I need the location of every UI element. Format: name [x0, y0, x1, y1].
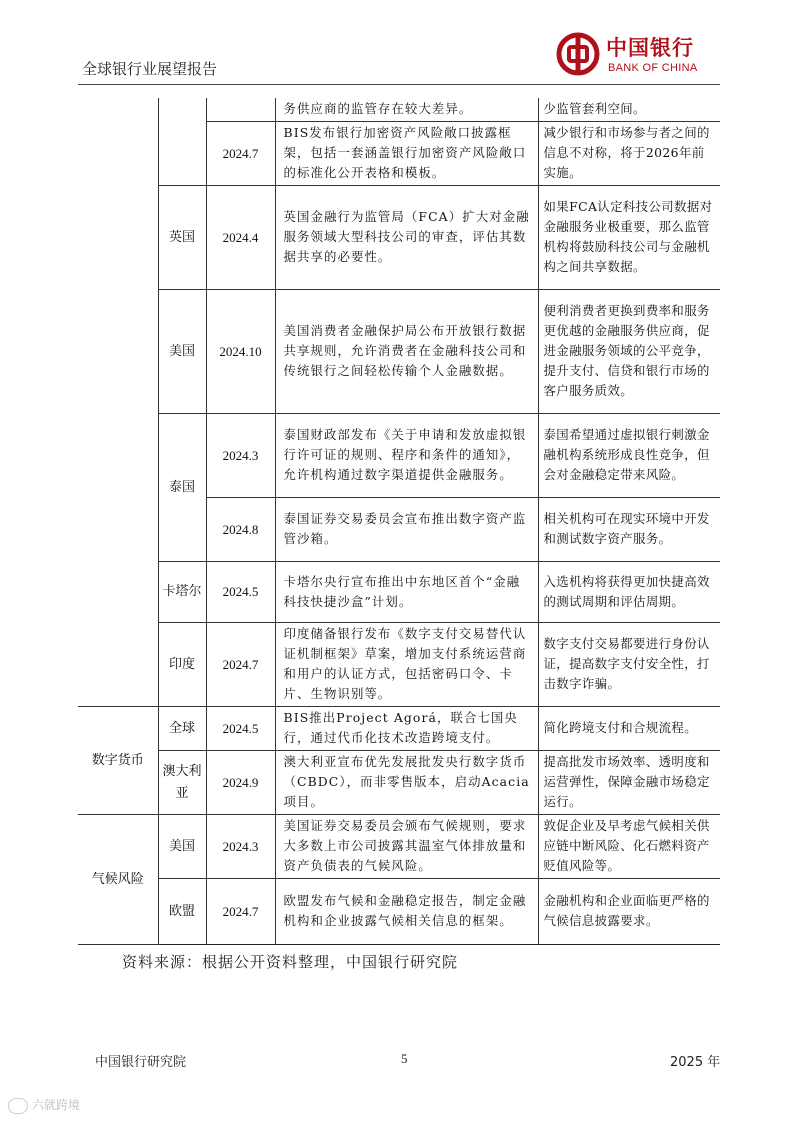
impact-cell: 金融机构和企业面临更严格的气候信息披露要求。	[538, 879, 720, 945]
action-cell: 务供应商的监管存在较大差异。	[275, 98, 538, 122]
country-cell: 卡塔尔	[158, 562, 206, 623]
bank-of-china-logo	[556, 32, 716, 80]
action-cell: BIS发布银行加密资产风险敞口披露框架，包括一套涵盖银行加密资产风险敞口的标准化公开表格和模板。	[275, 122, 538, 186]
footer-year: 2025 年	[670, 1055, 721, 1070]
impact-cell: 提高批发市场效率、透明度和运营弹性，保障金融市场稳定运行。	[538, 751, 720, 815]
area-cell	[78, 98, 158, 707]
impact-cell: 少监管套利空间。	[538, 98, 720, 122]
impact-cell: 敦促企业及早考虑气候相关供应链中断风险、化石燃料资产贬值风险等。	[538, 815, 720, 879]
action-cell: 美国消费者金融保护局公布开放银行数据共享规则，允许消费者在金融科技公司和传统银行之间轻松传输个人金融数据。	[275, 290, 538, 414]
table-row	[78, 414, 720, 498]
table-row	[78, 707, 720, 751]
impact-cell: 泰国希望通过虚拟银行刺激金融机构系统形成良性竞争，但会对金融稳定带来风险。	[538, 414, 720, 498]
country-cell: 欧盟	[158, 879, 206, 945]
date-cell: 2024.9	[206, 751, 275, 815]
action-cell: BIS推出Project Agorá，联合七国央行，通过代币化技术改造跨境支付。	[275, 707, 538, 751]
country-cell: 泰国	[158, 414, 206, 562]
impact-cell: 便利消费者更换到费率和服务更优越的金融服务供应商，促进金融服务领域的公平竞争，提升支付、信贷和银行市场的客户服务质效。	[538, 290, 720, 414]
page-number: 5	[401, 1051, 408, 1066]
header-divider	[78, 84, 720, 85]
boc-emblem-icon	[556, 32, 600, 76]
policy-table	[78, 98, 720, 945]
country-cell: 美国	[158, 815, 206, 879]
date-cell: 2024.3	[206, 414, 275, 498]
impact-cell: 减少银行和市场参与者之间的信息不对称，将于2026年前实施。	[538, 122, 720, 186]
watermark-text: 六就跨境	[32, 1098, 81, 1112]
action-cell: 泰国财政部发布《关于申请和发放虚拟银行许可证的规则、程序和条件的通知》，允许机构通过数字渠道提供金融服务。	[275, 414, 538, 498]
impact-cell: 如果FCA认定科技公司数据对金融服务业极重要，那么监管机构将鼓励科技公司与金融机构之间共享数据。	[538, 186, 720, 290]
area-cell: 气候风险	[78, 815, 158, 945]
action-cell: 欧盟发布气候和金融稳定报告，制定金融机构和企业披露气候相关信息的框架。	[275, 879, 538, 945]
country-cell: 澳大利亚	[158, 751, 206, 815]
country-cell: 印度	[158, 623, 206, 707]
watermark	[8, 1096, 118, 1116]
country-cell: 全球	[158, 707, 206, 751]
action-cell: 印度储备银行发布《数字支付交易替代认证机制框架》草案，增加支付系统运营商和用户的认证方式，包括密码口令、卡片、生物识别等。	[275, 623, 538, 707]
impact-cell: 数字支付交易都要进行身份认证，提高数字支付安全性，打击数字诈骗。	[538, 623, 720, 707]
date-cell: 2024.8	[206, 498, 275, 562]
action-cell: 澳大利亚宣布优先发展批发央行数字货币（CBDC），而非零售版本，启动Acacia 项目。	[275, 751, 538, 815]
date-cell: 2024.3	[206, 815, 275, 879]
date-cell: 2024.5	[206, 707, 275, 751]
date-cell	[206, 98, 275, 122]
date-cell: 2024.10	[206, 290, 275, 414]
table-row	[78, 623, 720, 707]
impact-cell: 相关机构可在现实环境中开发和测试数字资产服务。	[538, 498, 720, 562]
action-cell: 卡塔尔央行宣布推出中东地区首个“金融科技快捷沙盒”计划。	[275, 562, 538, 623]
country-cell	[158, 98, 206, 186]
impact-cell: 入选机构将获得更加快捷高效的测试周期和评估周期。	[538, 562, 720, 623]
table-row	[78, 879, 720, 945]
area-cell: 数字货币	[78, 707, 158, 815]
action-cell: 美国证券交易委员会颁布气候规则，要求大多数上市公司披露其温室气体排放量和资产负债表的气候风险。	[275, 815, 538, 879]
table-row	[78, 290, 720, 414]
table-row	[78, 815, 720, 879]
date-cell: 2024.7	[206, 879, 275, 945]
report-title: 全球银行业展望报告	[82, 60, 218, 78]
logo-en: BANK OF CHINA	[608, 62, 698, 74]
table-row	[78, 751, 720, 815]
footer-publisher: 中国银行研究院	[95, 1055, 187, 1070]
table-row	[78, 186, 720, 290]
action-cell: 泰国证券交易委员会宣布推出数字资产监管沙箱。	[275, 498, 538, 562]
date-cell: 2024.4	[206, 186, 275, 290]
watermark-icon	[8, 1098, 28, 1114]
date-cell: 2024.5	[206, 562, 275, 623]
table-row	[78, 562, 720, 623]
logo-cn: 中国银行	[606, 36, 694, 60]
country-cell: 美国	[158, 290, 206, 414]
impact-cell: 简化跨境支付和合规流程。	[538, 707, 720, 751]
country-cell: 英国	[158, 186, 206, 290]
date-cell: 2024.7	[206, 122, 275, 186]
action-cell: 英国金融行为监管局（FCA）扩大对金融服务领域大型科技公司的审查，评估其数据共享的必要性。	[275, 186, 538, 290]
date-cell: 2024.7	[206, 623, 275, 707]
table-row	[78, 98, 720, 122]
source-note: 资料来源：根据公开资料整理，中国银行研究院	[122, 953, 459, 971]
